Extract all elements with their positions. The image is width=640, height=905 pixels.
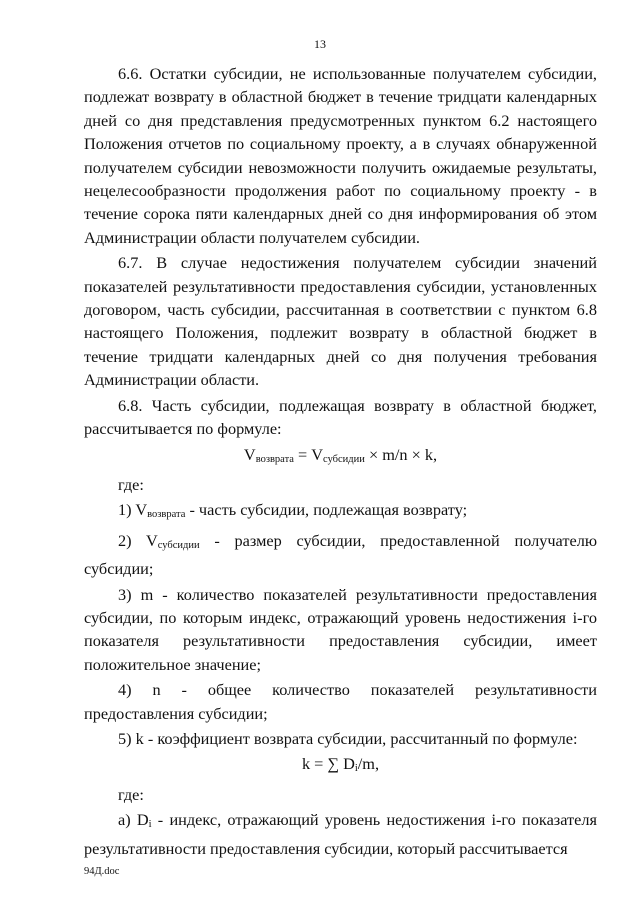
formula-v: V bbox=[243, 444, 256, 464]
list-item-3: 3) m - количество показателей результативности предоставления субсидии, по которым индекс, отражающий уровень недостижения i-го показателя результативности предоставления субсидии, имеет положительное значение; bbox=[84, 584, 597, 674]
where-label-1: где: bbox=[118, 474, 144, 494]
formula-k-pre: k = ∑ D bbox=[301, 754, 355, 774]
formula-rest: × m/n × k, bbox=[364, 444, 438, 464]
itemA-sub: i bbox=[148, 819, 152, 831]
paragraph-6-7: 6.7. В случае недостижения получателем субсидии значений показателей результативности предоставления субсидии, установленных договором, часть субсидии, рассчитанная в соответствии с пунктом 6.8 настоящего Положения, подлежит возврату в областной бюджет в течение тридцати календарных дней со дня получения требования Администрации области. bbox=[84, 253, 597, 390]
item2-prefix: 2) V bbox=[118, 530, 158, 550]
paragraph-6-6: 6.6. Остатки субсидии, не использованные получателем субсидии, подлежат возврату в областной бюджет в течение тридцати календарных дней со дня представления предусмотренных пунктом 6.2 настоящего Положения отчетов по социальному проекту, а в случаях обнаруженной получателем субсидии невозможности получить ожидаемые результаты, нецелесообразности продолжения работ по социальному проекту - в течение сорока пяти календарных дней со дня информирования об этом Администрации области получателем субсидии. bbox=[84, 64, 597, 247]
formula-k-sub: i bbox=[354, 763, 358, 775]
formula-sub-subsidy: субсидии bbox=[323, 453, 365, 465]
formula-k-post: /m, bbox=[357, 754, 380, 774]
item2-sub: субсидии bbox=[157, 539, 200, 551]
item1-prefix: 1) V bbox=[118, 500, 148, 520]
list-item-a bbox=[84, 808, 597, 860]
document-body bbox=[84, 62, 597, 860]
itemA-text: - индекс, отражающий уровень недостижения i-го показателя результативности предоставления субсидии, который рассчитывается bbox=[84, 810, 597, 858]
list-item-2 bbox=[84, 529, 597, 581]
paragraph-6-8: 6.8. Часть субсидии, подлежащая возврату в областной бюджет, рассчитывается по формуле: bbox=[84, 395, 597, 439]
formula-k bbox=[84, 752, 597, 780]
list-item-5: 5) k - коэффициент возврата субсидии, рассчитанный по формуле: bbox=[118, 728, 578, 748]
item1-sub: возврата bbox=[147, 509, 186, 521]
item2-text: - размер субсидии, предоставленной получателю субсидии; bbox=[84, 530, 597, 579]
formula-v-return bbox=[84, 443, 597, 471]
formula-sub-return: возврата bbox=[255, 453, 294, 465]
page-number: 13 bbox=[314, 37, 326, 51]
list-item-4: 4) n - общее количество показателей результативности предоставления субсидии; bbox=[84, 680, 597, 723]
formula-eq: = V bbox=[293, 444, 324, 464]
itemA-prefix: а) D bbox=[118, 810, 149, 830]
item1-text: - часть субсидии, подлежащая возврату; bbox=[185, 500, 468, 520]
where-label-2: где: bbox=[118, 784, 144, 804]
list-item-1 bbox=[84, 498, 597, 526]
footer-filename: 94Д.doc bbox=[84, 866, 120, 877]
